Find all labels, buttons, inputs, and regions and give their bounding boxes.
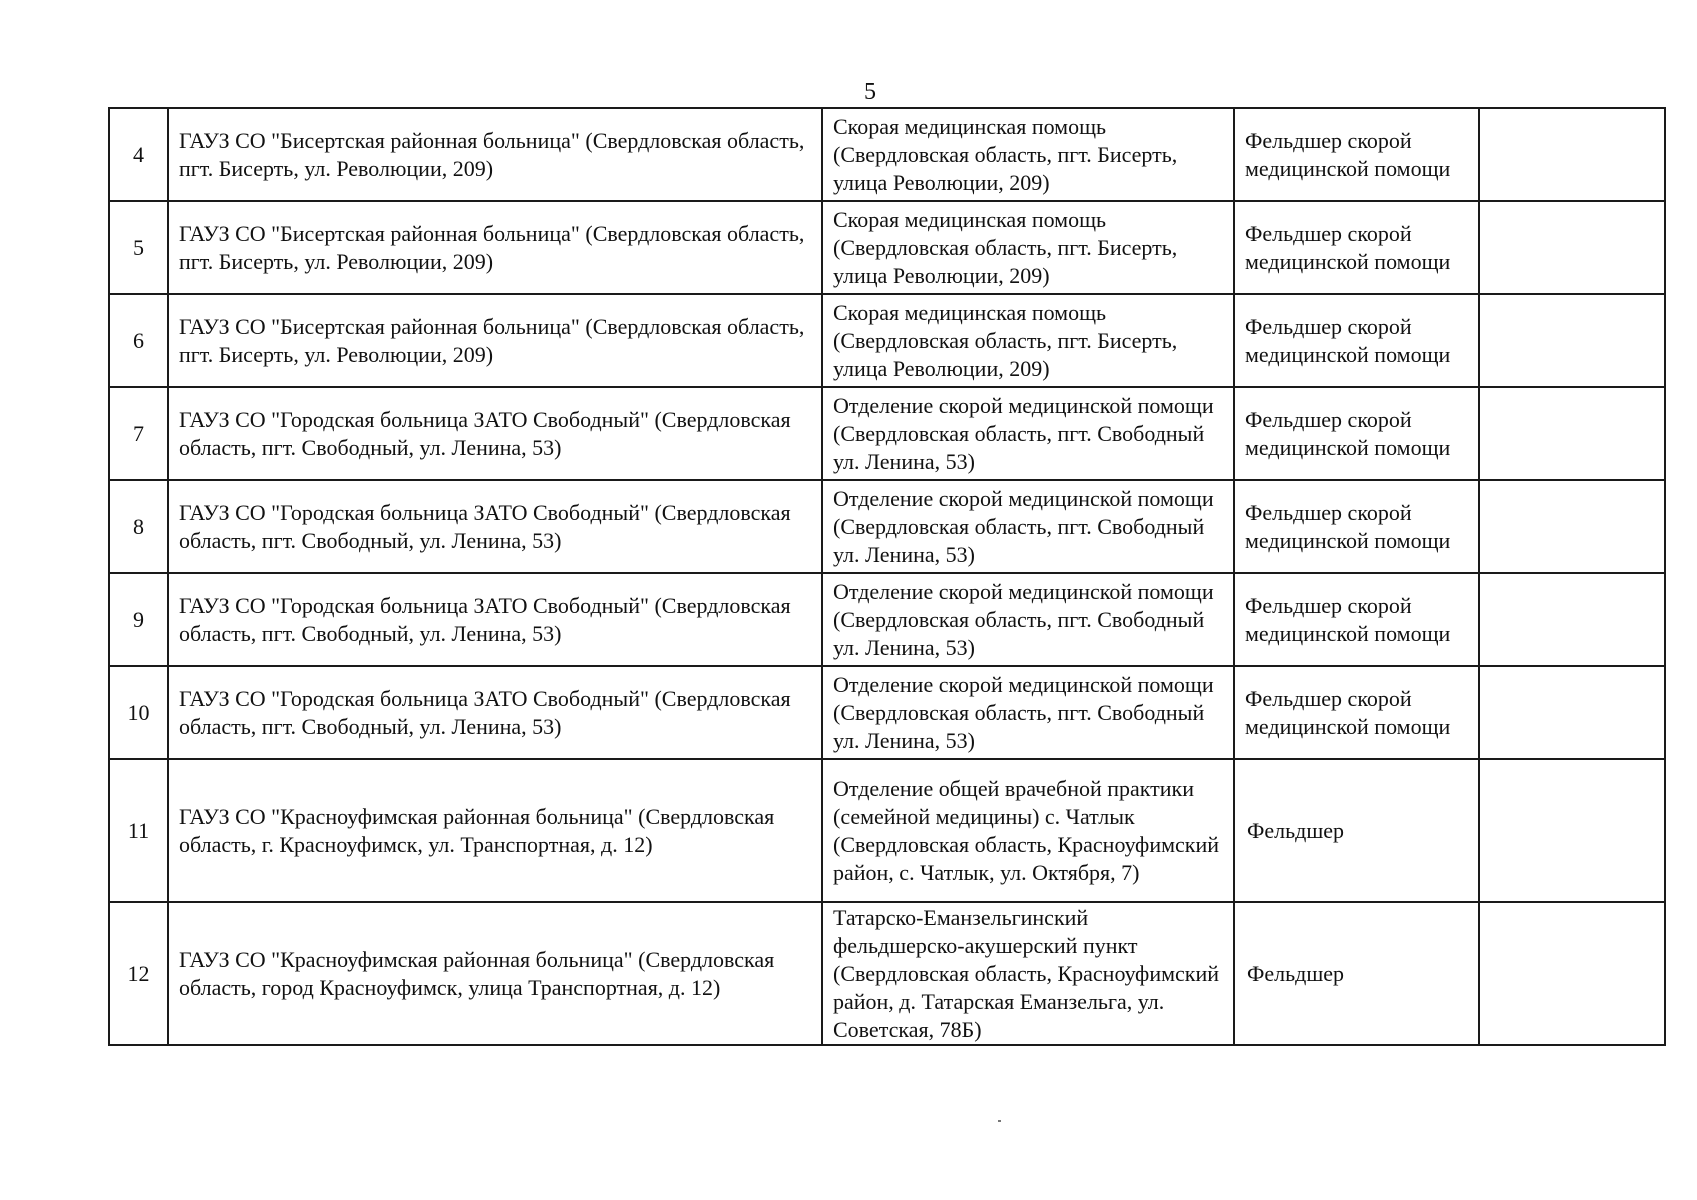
empty-cell (1479, 573, 1665, 666)
organization-cell: ГАУЗ СО "Бисертская районная больница" (Свердловская область, пгт. Бисерть, ул. Революции, 209) (168, 294, 822, 387)
position-cell: Фельдшер (1234, 759, 1479, 902)
scan-speck (998, 1120, 1001, 1122)
organization-cell: ГАУЗ СО "Городская больница ЗАТО Свободный" (Свердловская область, пгт. Свободный, ул. Ленина, 53) (168, 666, 822, 759)
organization-cell: ГАУЗ СО "Бисертская районная больница" (Свердловская область, пгт. Бисерть, ул. Революции, 209) (168, 108, 822, 201)
row-number: 9 (109, 573, 168, 666)
division-cell: Отделение скорой медицинской помощи (Свердловская область, пгт. Свободный ул. Ленина, 53) (822, 573, 1234, 666)
table-row (109, 387, 1665, 480)
position-cell: Фельдшер скорой медицинской помощи (1234, 573, 1479, 666)
empty-cell (1479, 480, 1665, 573)
table-row (109, 201, 1665, 294)
row-number: 10 (109, 666, 168, 759)
division-cell: Скорая медицинская помощь (Свердловская область, пгт. Бисерть, улица Революции, 209) (822, 201, 1234, 294)
organization-cell: ГАУЗ СО "Красноуфимская районная больница" (Свердловская область, город Красноуфимск, улица Транспортная, д. 12) (168, 902, 822, 1045)
empty-cell (1479, 108, 1665, 201)
organization-cell: ГАУЗ СО "Городская больница ЗАТО Свободный" (Свердловская область, пгт. Свободный, ул. Ленина, 53) (168, 573, 822, 666)
row-number: 5 (109, 201, 168, 294)
division-cell: Отделение скорой медицинской помощи (Свердловская область, пгт. Свободный ул. Ленина, 53) (822, 666, 1234, 759)
table-row (109, 573, 1665, 666)
row-number: 4 (109, 108, 168, 201)
organization-cell: ГАУЗ СО "Красноуфимская районная больница" (Свердловская область, г. Красноуфимск, ул. Транспортная, д. 12) (168, 759, 822, 902)
organization-cell: ГАУЗ СО "Городская больница ЗАТО Свободный" (Свердловская область, пгт. Свободный, ул. Ленина, 53) (168, 387, 822, 480)
position-cell: Фельдшер скорой медицинской помощи (1234, 201, 1479, 294)
table-row (109, 666, 1665, 759)
row-number: 11 (109, 759, 168, 902)
division-cell: Скорая медицинская помощь (Свердловская область, пгт. Бисерть, улица Революции, 209) (822, 108, 1234, 201)
position-cell: Фельдшер скорой медицинской помощи (1234, 387, 1479, 480)
row-number: 6 (109, 294, 168, 387)
division-cell: Отделение скорой медицинской помощи (Свердловская область, пгт. Свободный ул. Ленина, 53) (822, 387, 1234, 480)
position-cell: Фельдшер скорой медицинской помощи (1234, 480, 1479, 573)
empty-cell (1479, 666, 1665, 759)
organization-cell: ГАУЗ СО "Бисертская районная больница" (Свердловская область, пгт. Бисерть, ул. Революции, 209) (168, 201, 822, 294)
table-row (109, 294, 1665, 387)
empty-cell (1479, 902, 1665, 1045)
division-cell: Скорая медицинская помощь (Свердловская область, пгт. Бисерть, улица Революции, 209) (822, 294, 1234, 387)
table-row (109, 759, 1665, 902)
organization-cell: ГАУЗ СО "Городская больница ЗАТО Свободный" (Свердловская область, пгт. Свободный, ул. Ленина, 53) (168, 480, 822, 573)
empty-cell (1479, 201, 1665, 294)
page-number: 5 (864, 79, 876, 105)
division-cell: Татарско-Еманзельгинский фельдшерско-акушерский пункт (Свердловская область, Красноуфимский район, д. Татарская Еманзельга, ул. Советская, 78Б) (822, 902, 1234, 1045)
table-row (109, 902, 1665, 1045)
row-number: 12 (109, 902, 168, 1045)
table-row (109, 480, 1665, 573)
position-cell: Фельдшер (1234, 902, 1479, 1045)
empty-cell (1479, 294, 1665, 387)
position-cell: Фельдшер скорой медицинской помощи (1234, 108, 1479, 201)
row-number: 8 (109, 480, 168, 573)
workplaces-table (108, 107, 1666, 1046)
position-cell: Фельдшер скорой медицинской помощи (1234, 666, 1479, 759)
division-cell: Отделение общей врачебной практики (семейной медицины) с. Чатлык (Свердловская область, Красноуфимский район, с. Чатлык, ул. Октября, 7) (822, 759, 1234, 902)
row-number: 7 (109, 387, 168, 480)
empty-cell (1479, 759, 1665, 902)
table-row (109, 108, 1665, 201)
empty-cell (1479, 387, 1665, 480)
position-cell: Фельдшер скорой медицинской помощи (1234, 294, 1479, 387)
division-cell: Отделение скорой медицинской помощи (Свердловская область, пгт. Свободный ул. Ленина, 53) (822, 480, 1234, 573)
